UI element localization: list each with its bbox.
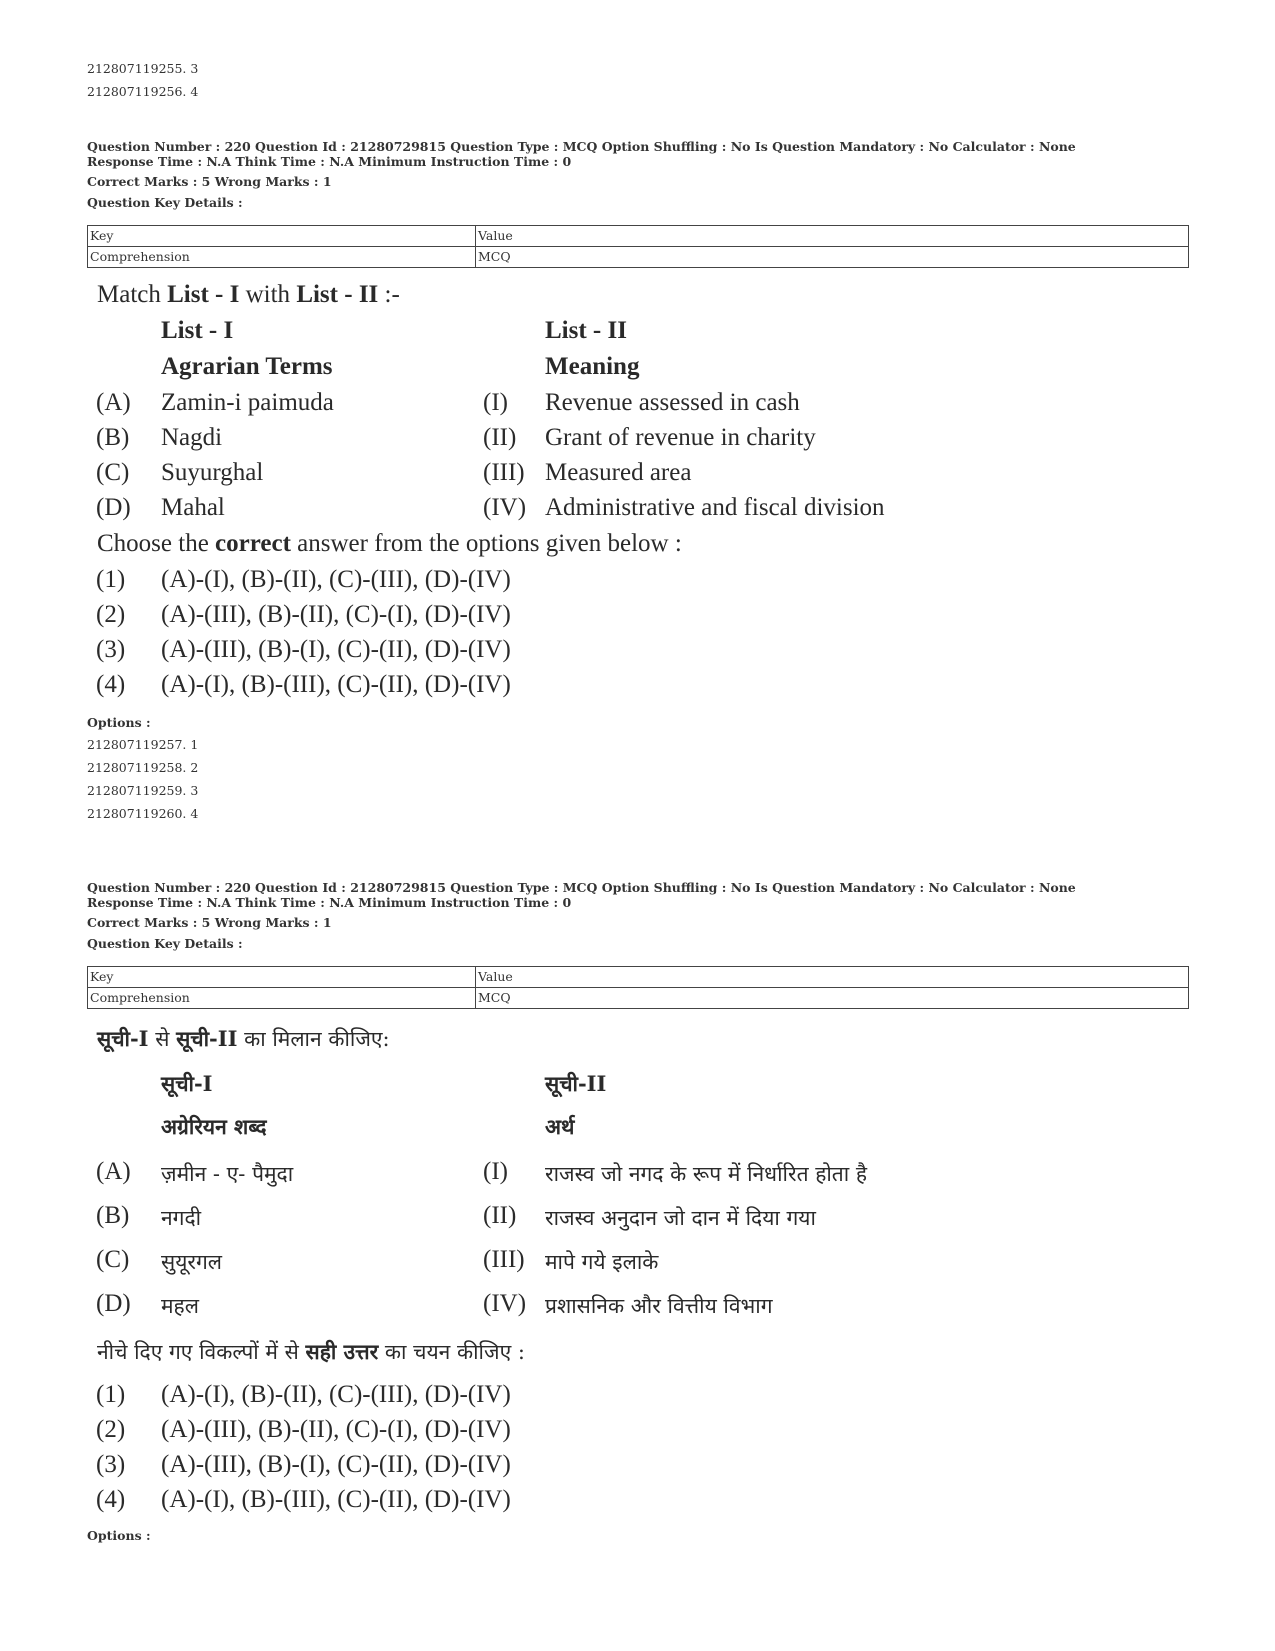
row-numeral: (III): [483, 459, 525, 486]
option-id: 212807119256. 4: [87, 84, 199, 99]
row-numeral: (II): [483, 1202, 517, 1229]
list2-title: List - II: [545, 317, 627, 344]
choice-text: (A)-(I), (B)-(II), (C)-(III), (D)-(IV): [161, 1381, 511, 1408]
agrarian-term: Zamin-i paimuda: [161, 389, 334, 416]
term-meaning: Measured area: [545, 459, 692, 486]
choice-number: (2): [96, 1416, 126, 1443]
table-cell-value: MCQ: [476, 247, 1189, 268]
agrarian-term: नगदी: [161, 1206, 202, 1230]
row-numeral: (I): [483, 389, 508, 416]
choice-text: (A)-(III), (B)-(II), (C)-(I), (D)-(IV): [161, 601, 511, 628]
row-label: (C): [96, 1246, 130, 1273]
question-instruction: सूची-I से सूची-II का मिलान कीजिए:: [97, 1026, 390, 1051]
choice-text: (A)-(III), (B)-(II), (C)-(I), (D)-(IV): [161, 1416, 511, 1443]
list1-title: सूची-I: [161, 1071, 213, 1096]
term-meaning: Administrative and fiscal division: [545, 494, 885, 521]
option-id: 212807119255. 3: [87, 61, 199, 76]
agrarian-term: सुयूरगल: [161, 1250, 223, 1274]
choice-text: (A)-(I), (B)-(III), (C)-(II), (D)-(IV): [161, 671, 511, 698]
table-header-value: Value: [476, 967, 1189, 988]
row-numeral: (I): [483, 1158, 508, 1185]
question-meta-time: Response Time : N.A Think Time : N.A Minimum Instruction Time : 0: [87, 895, 572, 910]
term-meaning: Grant of revenue in charity: [545, 424, 816, 451]
table-cell-key: Comprehension: [88, 988, 476, 1009]
choose-instruction: Choose the correct answer from the options given below :: [97, 530, 682, 557]
choice-text: (A)-(III), (B)-(I), (C)-(II), (D)-(IV): [161, 1451, 511, 1478]
choice-number: (3): [96, 636, 126, 663]
agrarian-term: Suyurghal: [161, 459, 264, 486]
term-meaning: राजस्व अनुदान जो दान में दिया गया: [545, 1206, 816, 1230]
term-meaning: राजस्व जो नगद के रूप में निर्धारित होता है: [545, 1162, 868, 1186]
row-label: (B): [96, 424, 130, 451]
row-label: (B): [96, 1202, 130, 1229]
option-id: 212807119260. 4: [87, 806, 199, 821]
list1-subtitle: Agrarian Terms: [161, 353, 333, 380]
question-meta: Question Number : 220 Question Id : 21280729815 Question Type : MCQ Option Shuffling : No Is Question Mandatory : No Calculator : None: [87, 880, 1076, 895]
list1-title: List - I: [161, 317, 234, 344]
term-meaning: मापे गये इलाके: [545, 1250, 659, 1274]
row-label: (D): [96, 494, 131, 521]
table-cell-key: Comprehension: [88, 247, 476, 268]
table-cell-value: MCQ: [476, 988, 1189, 1009]
option-id: 212807119259. 3: [87, 783, 199, 798]
choice-number: (1): [96, 1381, 126, 1408]
agrarian-term: ज़मीन - ए- पैमुदा: [161, 1162, 294, 1186]
key-details-table: [87, 225, 1189, 268]
table-header-key: Key: [88, 967, 476, 988]
question-meta: Question Number : 220 Question Id : 21280729815 Question Type : MCQ Option Shuffling : No Is Question Mandatory : No Calculator : None: [87, 139, 1076, 154]
row-label: (A): [96, 1158, 131, 1185]
row-label: (D): [96, 1290, 131, 1317]
key-details-label: Question Key Details :: [87, 195, 243, 210]
choice-number: (4): [96, 671, 126, 698]
row-numeral: (II): [483, 424, 517, 451]
option-id: 212807119258. 2: [87, 760, 199, 775]
choice-text: (A)-(I), (B)-(III), (C)-(II), (D)-(IV): [161, 1486, 511, 1513]
list1-subtitle: अग्रेरियन शब्द: [161, 1114, 267, 1139]
term-meaning: प्रशासनिक और वित्तीय विभाग: [545, 1294, 773, 1318]
row-label: (A): [96, 389, 131, 416]
agrarian-term: Nagdi: [161, 424, 223, 451]
list2-subtitle: Meaning: [545, 353, 640, 380]
option-id: 212807119257. 1: [87, 737, 199, 752]
options-label: Options :: [87, 715, 151, 730]
choice-number: (1): [96, 566, 126, 593]
choice-text: (A)-(I), (B)-(II), (C)-(III), (D)-(IV): [161, 566, 511, 593]
row-label: (C): [96, 459, 130, 486]
choose-instruction: नीचे दिए गए विकल्पों में से सही उत्तर का चयन कीजिए :: [97, 1339, 525, 1364]
options-label: Options :: [87, 1528, 151, 1543]
row-numeral: (IV): [483, 494, 527, 521]
question-meta-time: Response Time : N.A Think Time : N.A Minimum Instruction Time : 0: [87, 154, 572, 169]
list2-title: सूची-II: [545, 1071, 607, 1096]
row-numeral: (IV): [483, 1290, 527, 1317]
question-marks: Correct Marks : 5 Wrong Marks : 1: [87, 174, 332, 189]
table-header-key: Key: [88, 226, 476, 247]
question-marks: Correct Marks : 5 Wrong Marks : 1: [87, 915, 332, 930]
choice-number: (2): [96, 601, 126, 628]
key-details-label: Question Key Details :: [87, 936, 243, 951]
list2-subtitle: अर्थ: [545, 1114, 575, 1139]
agrarian-term: Mahal: [161, 494, 225, 521]
key-details-table: [87, 966, 1189, 1009]
term-meaning: Revenue assessed in cash: [545, 389, 800, 416]
question-instruction: Match List - I with List - II :-: [97, 281, 400, 308]
choice-number: (3): [96, 1451, 126, 1478]
choice-text: (A)-(III), (B)-(I), (C)-(II), (D)-(IV): [161, 636, 511, 663]
table-header-value: Value: [476, 226, 1189, 247]
choice-number: (4): [96, 1486, 126, 1513]
row-numeral: (III): [483, 1246, 525, 1273]
agrarian-term: महल: [161, 1294, 199, 1318]
